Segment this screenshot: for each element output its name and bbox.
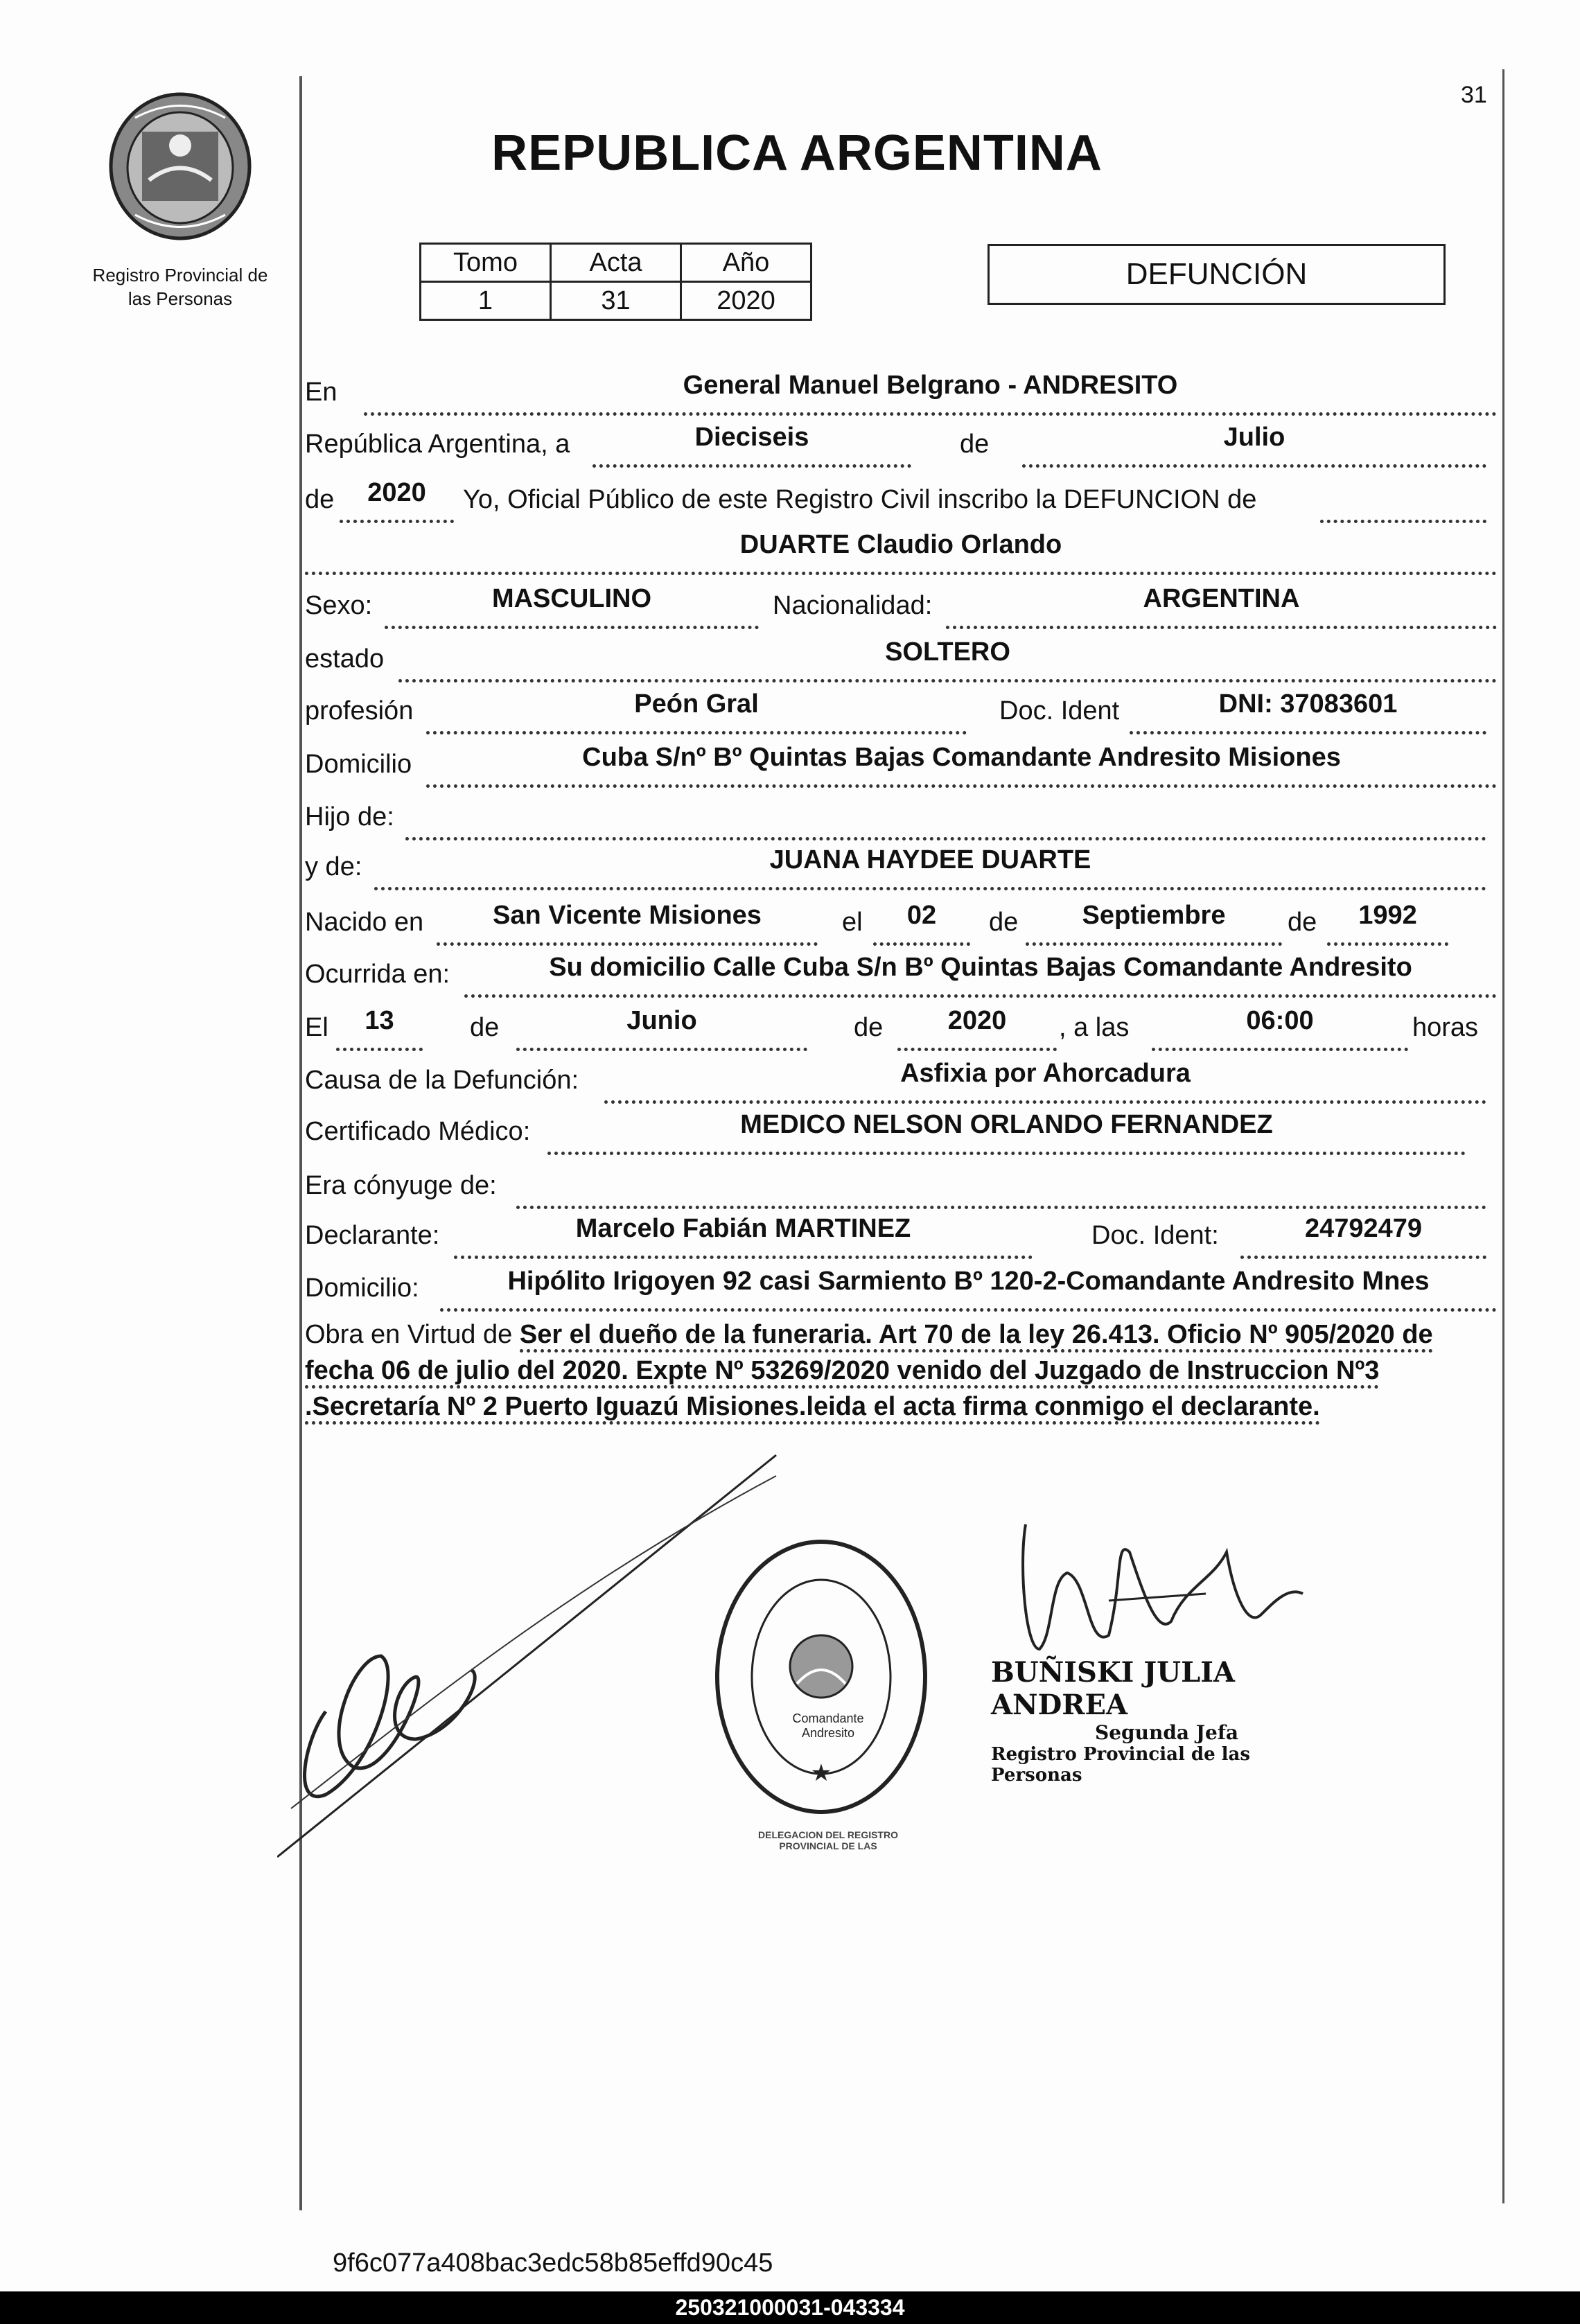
occurrence-place-field: Su domicilio Calle Cuba S/n Bº Quintas Bajas Comandante Andresito xyxy=(464,960,1497,998)
legal-basis-text: Ser el dueño de la funeraria. Art 70 de la ley 26.413. Oficio Nº 905/2020 de fecha 06 de julio del 2020. Expte Nº 53269/2020 venido del Juzgado de Instruccion Nº3 .Secretaría Nº 2 Puerto Iguazú Misiones.leida el acta firma conmigo el declarante. xyxy=(305,1320,1433,1425)
death-day-field: 13 xyxy=(336,1013,423,1051)
address-field: Cuba S/nº Bº Quintas Bajas Comandante Andresito Misiones xyxy=(426,750,1497,788)
registry-name: Registro Provincial de las Personas xyxy=(92,265,268,309)
sex-row: Sexo: MASCULINO Nacionalidad: ARGENTINA xyxy=(305,591,1497,640)
birth-row: Nacido en San Vicente Misiones el 02 de Septiembre de 1992 xyxy=(305,908,1497,956)
acta-value: 31 xyxy=(551,282,681,320)
document-type-box: DEFUNCIÓN xyxy=(988,244,1446,305)
birthplace-field: San Vicente Misiones xyxy=(437,908,818,946)
profession-row: profesión Peón Gral Doc. Ident DNI: 37083601 xyxy=(305,696,1497,745)
birth-day-field: 02 xyxy=(873,908,970,946)
official-stamp xyxy=(703,1517,953,1850)
death-time-field: 06:00 xyxy=(1152,1013,1408,1051)
certificate-row: Certificado Médico: MEDICO NELSON ORLANDO FERNANDEZ xyxy=(305,1117,1497,1165)
father-field xyxy=(405,802,1486,840)
right-margin-line xyxy=(1502,69,1504,2203)
record-day-field: Dieciseis xyxy=(592,430,911,468)
declarant-document-field: 24792479 xyxy=(1240,1221,1486,1259)
father-row: Hijo de: xyxy=(305,802,1497,851)
death-date-row: El 13 de Junio de 2020 , a las 06:00 horas xyxy=(305,1013,1497,1062)
signatory-block xyxy=(991,1656,1337,1786)
register-table xyxy=(419,243,812,321)
deceased-name-field: DUARTE Claudio Orlando xyxy=(305,537,1497,575)
declarant-address-row: Domicilio: Hipólito Irigoyen 92 casi Sarmiento Bº 120-2-Comandante Andresito Mnes xyxy=(305,1274,1497,1322)
date-row: República Argentina, a Dieciseis de Julio xyxy=(305,430,1497,478)
address-row: Domicilio Cuba S/nº Bº Quintas Bajas Comandante Andresito Misiones xyxy=(305,750,1497,798)
place-field: General Manuel Belgrano - ANDRESITO xyxy=(364,378,1497,416)
declarant-address-field: Hipólito Irigoyen 92 casi Sarmiento Bº 120-2-Comandante Andresito Mnes xyxy=(440,1274,1497,1312)
occurrence-row: Ocurrida en: Su domicilio Calle Cuba S/n Bº Quintas Bajas Comandante Andresito xyxy=(305,960,1497,1008)
officer-row: de 2020 Yo, Oficial Público de este Registro Civil inscribo la DEFUNCION de xyxy=(305,485,1497,534)
legal-basis-paragraph: Obra en Virtud de Ser el dueño de la funeraria. Art 70 de la ley 26.413. Oficio Nº 905/2020 de fecha 06 de julio del 2020. Expte Nº 53269/2020 venido del Juzgado de Instruccion Nº3 .Secretaría Nº 2 Puerto Iguazú Misiones.leida el acta firma conmigo el declarante. xyxy=(305,1317,1497,1425)
official-signature xyxy=(984,1511,1344,1677)
provincial-seal xyxy=(107,90,253,243)
civil-status-row: estado SOLTERO xyxy=(305,644,1497,693)
acta-header: Acta xyxy=(551,244,681,282)
document-title: REPUBLICA ARGENTINA xyxy=(491,125,1103,181)
nationality-field: ARGENTINA xyxy=(946,591,1497,629)
footer-code-bar: 250321000031-043334 xyxy=(0,2291,1580,2324)
birth-month-field: Septiembre xyxy=(1026,908,1282,946)
place-row: En General Manuel Belgrano - ANDRESITO xyxy=(305,378,1497,426)
deceased-name-row xyxy=(305,530,1497,586)
stamp-inner-text: Comandante Andresito xyxy=(792,1711,864,1740)
tomo-header: Tomo xyxy=(421,244,551,282)
mother-row: y de: JUANA HAYDEE DUARTE xyxy=(305,852,1497,901)
anio-header: Año xyxy=(681,244,811,282)
mother-field: JUANA HAYDEE DUARTE xyxy=(374,852,1486,890)
death-year-field: 2020 xyxy=(897,1013,1057,1051)
civil-status-field: SOLTERO xyxy=(398,644,1497,683)
left-margin-line xyxy=(299,76,302,2210)
signatory-organization: Registro Provincial de las Personas xyxy=(991,1744,1251,1786)
signatory-role: Segunda Jefa xyxy=(1095,1721,1239,1744)
profession-field: Peón Gral xyxy=(426,696,967,734)
record-year-field: 2020 xyxy=(340,485,454,523)
stamp-ring-text: DELEGACION DEL REGISTRO PROVINCIAL DE LAS xyxy=(758,1829,898,1851)
spouse-field xyxy=(516,1171,1486,1209)
svg-text:★: ★ xyxy=(810,1760,832,1786)
declarant-field: Marcelo Fabián MARTINEZ xyxy=(454,1221,1033,1259)
declarant-row: Declarante: Marcelo Fabián MARTINEZ Doc. Ident: 24792479 xyxy=(305,1221,1497,1269)
birth-year-field: 1992 xyxy=(1327,908,1448,946)
document-field: DNI: 37083601 xyxy=(1130,696,1486,734)
tomo-value: 1 xyxy=(421,282,551,320)
anio-value: 2020 xyxy=(681,282,811,320)
signatory-name: BUÑISKI JULIA ANDREA xyxy=(991,1656,1235,1721)
document-hash: 9f6c077a408bac3edc58b85effd90c45 xyxy=(333,2248,773,2278)
page-number: 31 xyxy=(1461,82,1487,108)
sex-field: MASCULINO xyxy=(385,591,759,629)
death-month-field: Junio xyxy=(516,1013,807,1051)
spouse-row: Era cónyuge de: xyxy=(305,1171,1497,1220)
record-month-field: Julio xyxy=(1022,430,1486,468)
officer-blank xyxy=(1320,485,1486,523)
cause-field: Asfixia por Ahorcadura xyxy=(604,1066,1486,1104)
cause-row: Causa de la Defunción: Asfixia por Ahorcadura xyxy=(305,1066,1497,1114)
certificate-field: MEDICO NELSON ORLANDO FERNANDEZ xyxy=(547,1117,1466,1155)
